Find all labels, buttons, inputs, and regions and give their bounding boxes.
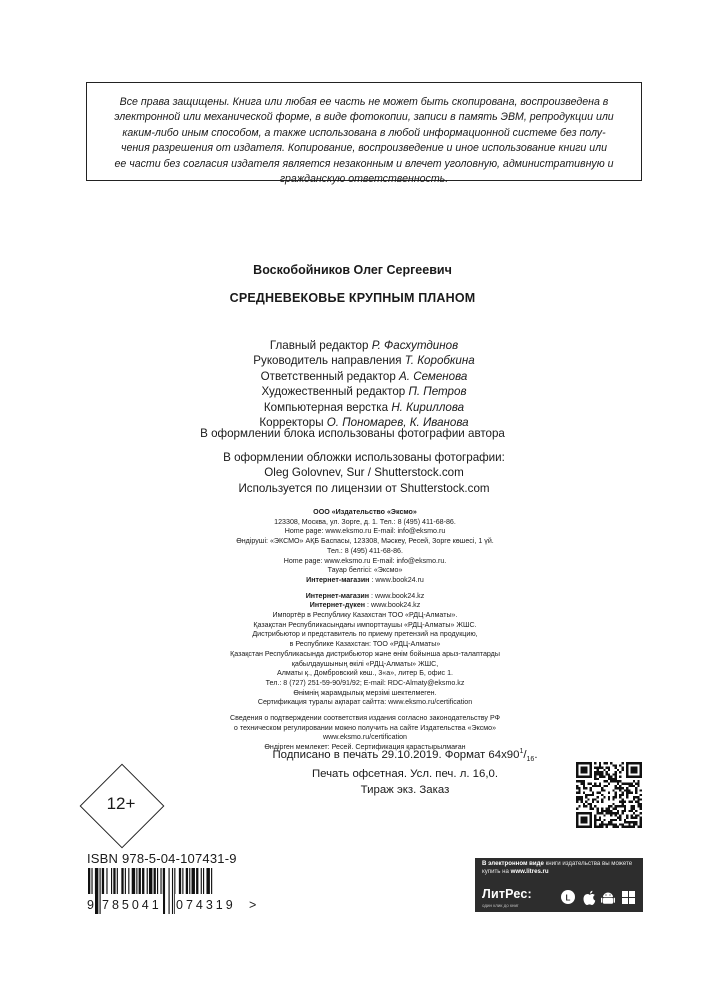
barcode-digit-arrow: >	[248, 894, 257, 916]
publisher-name: ООО «Издательство «Эксмо»	[313, 508, 417, 516]
svg-text:L: L	[565, 893, 571, 903]
litres-tagline: один клик до книг	[482, 903, 519, 908]
staff-line	[0, 369, 705, 384]
online-shop-label: Интернет-магазин	[306, 575, 370, 584]
distributor-kz-line2: қабылдаушының өкілі «РДЦ-Алматы» ЖШС,	[291, 659, 439, 668]
staff-role: Компьютерная верстка	[263, 400, 389, 414]
litres-highlight: В электронном виде	[482, 860, 544, 867]
expiry-note: Өнімнің жарамдылық мерзімі шектелмеген.	[293, 688, 437, 697]
origin-country: Өндірген мемлекет: Ресей. Сертификация қарастырылмаған	[264, 743, 466, 752]
platform-icons	[559, 888, 641, 906]
litres-circle-icon	[561, 890, 575, 904]
online-shop-kz2-label: Интернет-дүкен	[309, 601, 366, 610]
android-icon	[601, 893, 615, 904]
publisher-trademark: Тауар белгісі: «Эксмо»	[327, 566, 403, 575]
print-signed: Подписано в печать 29.10.2019. Формат $64х90^1/_{16}$.	[272, 748, 538, 764]
distributor-kz: Қазақстан Республикасында дистрибьютор және өнім бойынша арыз-талаптарды	[230, 649, 500, 658]
online-shop	[170, 576, 560, 586]
online-shop-kz2	[170, 601, 560, 611]
importer-kz: Қазақстан Республикасындағы импорттаушы «РДЦ-Алматы» ЖШС.	[253, 620, 477, 629]
almaty-address: Алматы қ., Домбровский көш., 3«а», литер Б, офис 1.	[277, 669, 453, 678]
publisher-kz-phone: Тел.: 8 (495) 411-68-86.	[327, 546, 403, 555]
online-shop-kz2-url: : www.book24.kz	[365, 601, 421, 610]
litres-logo: ЛитРес:	[482, 887, 532, 901]
certification-kz: Сертификация туралы ақпарат сайтта: www.eksmo.ru/certification	[257, 698, 473, 707]
barcode-digit-group2: 074319	[175, 894, 237, 916]
staff-name: Р. Фасхутдинов	[371, 339, 459, 352]
staff-name: О. Пономарев, К. Иванова	[326, 416, 469, 430]
windows-icon	[622, 891, 635, 904]
cover-photo-credits	[0, 450, 705, 496]
age-rating: 12+	[106, 794, 136, 813]
barcode-digit-group1: 785041	[101, 894, 163, 916]
copyright-line: гражданскую ответственность.	[279, 173, 449, 186]
cover-photo-line: Oleg Golovnev, Sur / Shutterstock.com	[264, 466, 464, 480]
isbn: ISBN 978-5-04-107431-9	[87, 851, 237, 866]
litres-url: www.litres.ru	[510, 868, 549, 875]
staff-role: Руководитель направления	[253, 354, 402, 368]
copyright-line: Все права защищены. Книга или любая ее часть не может быть скопирована, воспроизведена в	[119, 96, 609, 108]
cover-photo-line: В оформлении обложки использованы фотографии:	[223, 451, 505, 464]
staff-role: Ответственный редактор	[260, 369, 396, 383]
format-numerator: 1	[519, 748, 524, 755]
almaty-phone: Тел.: 8 (727) 251-59-90/91/92; E-mail: RDC-Almaty@eksmo.kz	[265, 678, 465, 687]
staff-role: Главный редактор	[269, 339, 369, 352]
print-info	[195, 744, 615, 798]
cover-photo-line: Используется по лицензии от Shutterstock.com	[238, 481, 490, 495]
book-author: Воскобойников Олег Сергеевич	[253, 263, 452, 277]
publisher-kz-maker: Өндіруші: «ЭКСМО» АҚБ Баспасы, 123308, Мәскеу, Ресей, Зорге көшесі, 1 үй.	[236, 537, 494, 546]
staff-name: А. Семенова	[399, 369, 468, 383]
copyright-line: ее части без согласия издателя является незаконным и влечет уголовную, административную и	[114, 157, 614, 170]
book-title: СРЕДНЕВЕКОВЬЕ КРУПНЫМ ПЛАНОМ	[229, 291, 476, 305]
staff-name: Н. Кириллова	[391, 400, 465, 414]
copyright-line: чения разрешения от издателя. Копирование, воспроизведение и иное использование книги или	[120, 142, 608, 155]
publisher-info	[170, 508, 560, 753]
print-method: Печать офсетная. Усл. печ. л. 16,0.	[311, 768, 499, 781]
staff-line	[0, 338, 705, 353]
barcode-digit-first: 9	[86, 894, 95, 916]
online-shop-kz-url: : www.book24.kz	[369, 591, 425, 600]
print-signed-text: Подписано в печать 29.10.2019. Формат 64х90	[272, 748, 520, 761]
litres-banner	[475, 858, 643, 912]
distributor: Дистрибьютор и представитель по приему претензий на продукцию,	[252, 630, 478, 639]
editorial-staff	[0, 338, 705, 430]
apple-icon	[584, 891, 596, 905]
importer: Импортёр в Республику Казахстан ТОО «РДЦ-Алматы».	[272, 611, 458, 620]
staff-line	[0, 353, 705, 368]
litres-text-rest: книги издательства вы можете	[543, 860, 633, 867]
copyright-line: электронной или механической форме, в виде фотокопии, записи в память ЭВМ, репродукции или	[114, 111, 614, 124]
print-signed-suffix: .	[534, 748, 538, 761]
online-shop-kz-label: Интернет-магазин	[305, 591, 370, 600]
litres-text-pre: купить на	[482, 868, 511, 875]
litres-text	[482, 860, 638, 876]
copyright-notice-box	[86, 82, 642, 186]
publisher-web: Home page: www.eksmo.ru E-mail: info@eksmo.ru	[284, 527, 446, 536]
distributor-line2: в Республике Казахстан: ТОО «РДЦ-Алматы»	[289, 640, 441, 649]
certification-url: www.eksmo.ru/certification	[323, 733, 407, 742]
certification-ru-line2: о техническом регулировании можно получить на сайте Издательства «Эксмо»	[233, 723, 497, 732]
publisher-address: 123308, Москва, ул. Зорге, д. 1. Тел.: 8 (495) 411-68-86.	[274, 517, 456, 526]
publisher-kz-web: Home page: www.eksmo.ru E-mail: info@eksmo.ru.	[283, 556, 447, 565]
copyright-line: каким-либо иным способом, а также использована в любой информационной системе без полу-	[122, 126, 606, 139]
staff-name: П. Петров	[408, 385, 467, 399]
barcode-digits	[86, 894, 261, 916]
staff-line	[0, 400, 705, 415]
online-shop-url: : www.book24.ru	[369, 575, 424, 584]
block-photo-note: В оформлении блока использованы фотографии автора	[200, 427, 505, 440]
staff-line	[0, 384, 705, 399]
format-denominator: 16	[526, 756, 535, 764]
staff-name: Т. Коробкина	[404, 354, 475, 368]
staff-role: Художественный редактор	[261, 385, 406, 399]
qr-code-icon	[576, 762, 642, 828]
print-run: Тираж экз. Заказ	[360, 783, 450, 796]
online-shop-kz	[170, 592, 560, 602]
staff-role: Корректоры	[259, 416, 324, 430]
certification-ru: Сведения о подтверждении соответствия издания согласно законодательству РФ	[229, 714, 500, 723]
